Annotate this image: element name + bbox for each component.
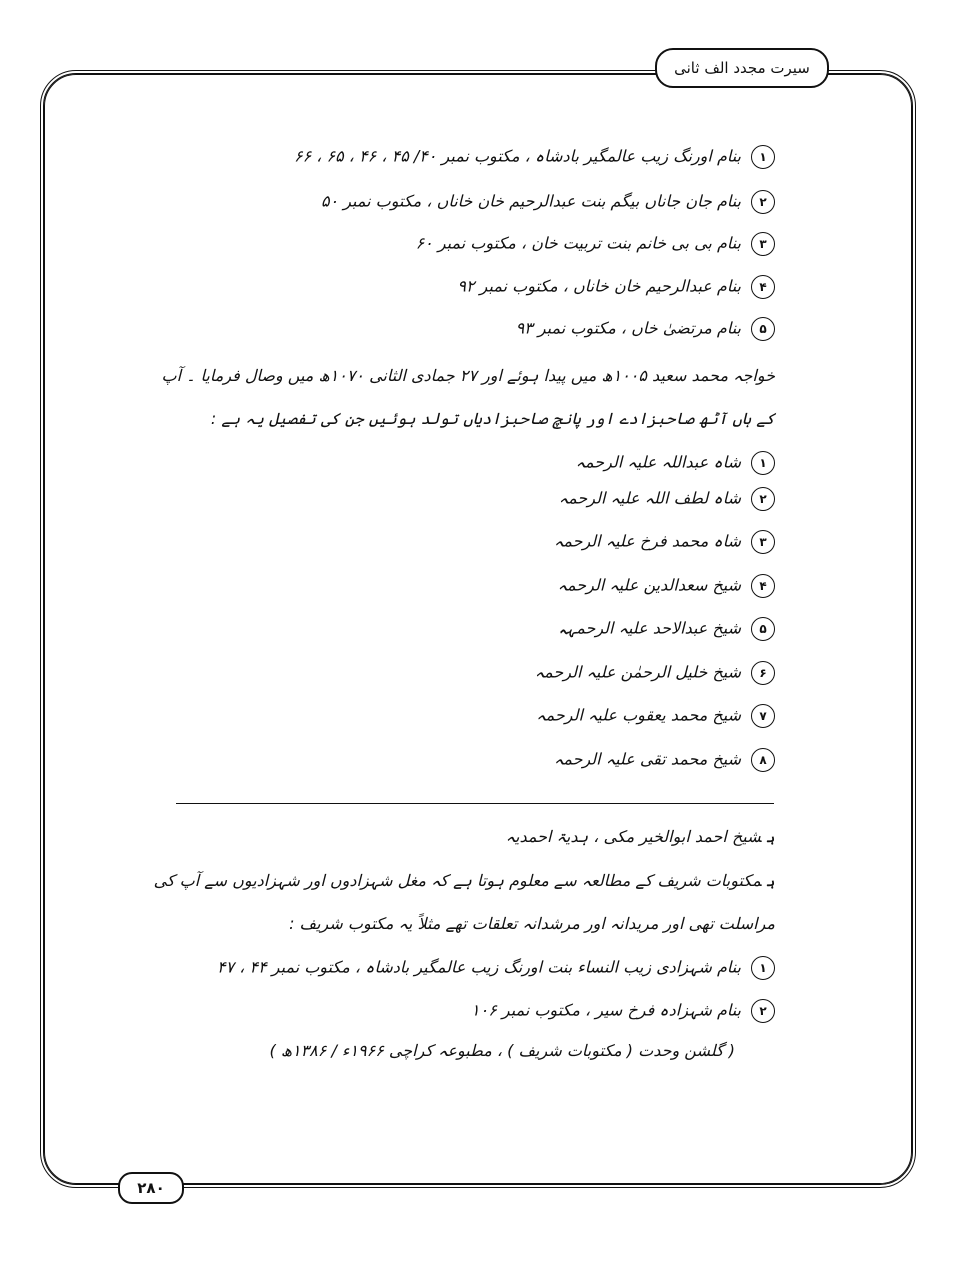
son-item: ۴شیخ سعدالدین علیہ الرحمہ	[558, 574, 775, 598]
letter-item: ۲بنام جان جاناں بیگم بنت عبدالرحیم خان خاناں ، مکتوب نمبر ۵۰	[321, 190, 775, 214]
item-number: ۲	[751, 999, 775, 1023]
footnote-mark: ہ	[767, 831, 775, 846]
son-item: ۵شیخ عبدالاحد علیہ الرحمہہ	[553, 617, 775, 642]
item-number: ۴	[751, 574, 775, 598]
item-number: ۷	[751, 704, 775, 728]
item-number: ۳	[751, 530, 775, 554]
paragraph-line: خواجہ محمد سعید ۱۰۰۵ھ میں پیدا ہوئے اور ۲۷ جمادی الثانی ۱۰۷۰ھ میں وصال فرمایا ۔ آپ	[161, 366, 775, 385]
footnote-mark: ہ	[767, 875, 775, 890]
item-number: ۴	[751, 275, 775, 299]
item-number: ۸	[751, 748, 775, 772]
footnote-source: ( گلشن وحدت ( مکتوبات شریف ) ، مطبوعہ کراچی ۱۹۶۶ء / ۱۳۸۶ھ )	[269, 1041, 735, 1060]
footnote-letter-item: ۲بنام شہزادہ فرخ سیر ، مکتوب نمبر ۱۰۶	[471, 999, 775, 1023]
son-item: ۳شاہ محمد فرخ علیہ الرحمہ	[554, 530, 775, 554]
item-number: ۶	[751, 661, 775, 685]
letter-item: ۴بنام عبدالرحیم خان خاناں ، مکتوب نمبر ۹۲	[457, 275, 775, 299]
footnote-mark: ہ	[559, 622, 567, 638]
footnote-6-line: ہمکتوبات شریف کے مطالعہ سے معلوم ہوتا ہے کہ مغل شہزادوں اور شہزادیوں سے آپ کی	[153, 871, 775, 890]
item-number: ۲	[751, 487, 775, 511]
son-item: ۲شاہ لطف اللہ علیہ الرحمہ	[559, 487, 775, 511]
item-number: ۵	[751, 617, 775, 641]
item-number: ۱	[751, 451, 775, 475]
item-number: ۱	[751, 956, 775, 980]
letter-item: ۵بنام مرتضیٰ خاں ، مکتوب نمبر ۹۳	[516, 317, 775, 341]
son-item: ۶شیخ خلیل الرحمٰن علیہ الرحمہ	[535, 661, 775, 685]
page-number: ۲۸۰	[118, 1172, 184, 1204]
footnote-divider	[176, 803, 774, 804]
son-item: ۸شیخ محمد تقی علیہ الرحمہ	[554, 748, 775, 772]
item-number: ۵	[751, 317, 775, 341]
item-number: ۲	[751, 190, 775, 214]
son-item: ۷شیخ محمد یعقوب علیہ الرحمہ	[536, 704, 775, 728]
item-number: ۱	[751, 145, 775, 169]
footnote-6-line: مراسلت تھی اور مریدانہ اور مرشدانہ تعلقات تھے مثلاً یہ مکتوب شریف :	[289, 914, 775, 933]
letter-item: ۳بنام بی بی خانم بنت تربیت خان ، مکتوب نمبر ۶۰	[416, 232, 775, 256]
paragraph-line: کے ہاں آٹھ صاحبزادے اور پانچ صاحبزادیاں تولد ہوئیں جن کی تفصیل یہ ہے :	[210, 409, 775, 428]
footnote-5: ہشیخ احمد ابوالخیر مکی ، ہدیۃ احمدیہ	[505, 827, 775, 846]
letter-item: ۱بنام اورنگ زیب عالمگیر بادشاہ ، مکتوب نمبر ۴۰/ ۴۵ ، ۴۶ ، ۶۵ ، ۶۶	[294, 145, 775, 169]
footnote-letter-item: ۱بنام شہزادی زیب النساء بنت اورنگ زیب عالمگیر بادشاہ ، مکتوب نمبر ۴۴ ، ۴۷	[217, 956, 775, 980]
son-item: ۱شاہ عبداللہ علیہ الرحمہ	[576, 451, 775, 475]
book-title: سیرت مجدد الف ثانی	[655, 48, 829, 88]
item-number: ۳	[751, 232, 775, 256]
